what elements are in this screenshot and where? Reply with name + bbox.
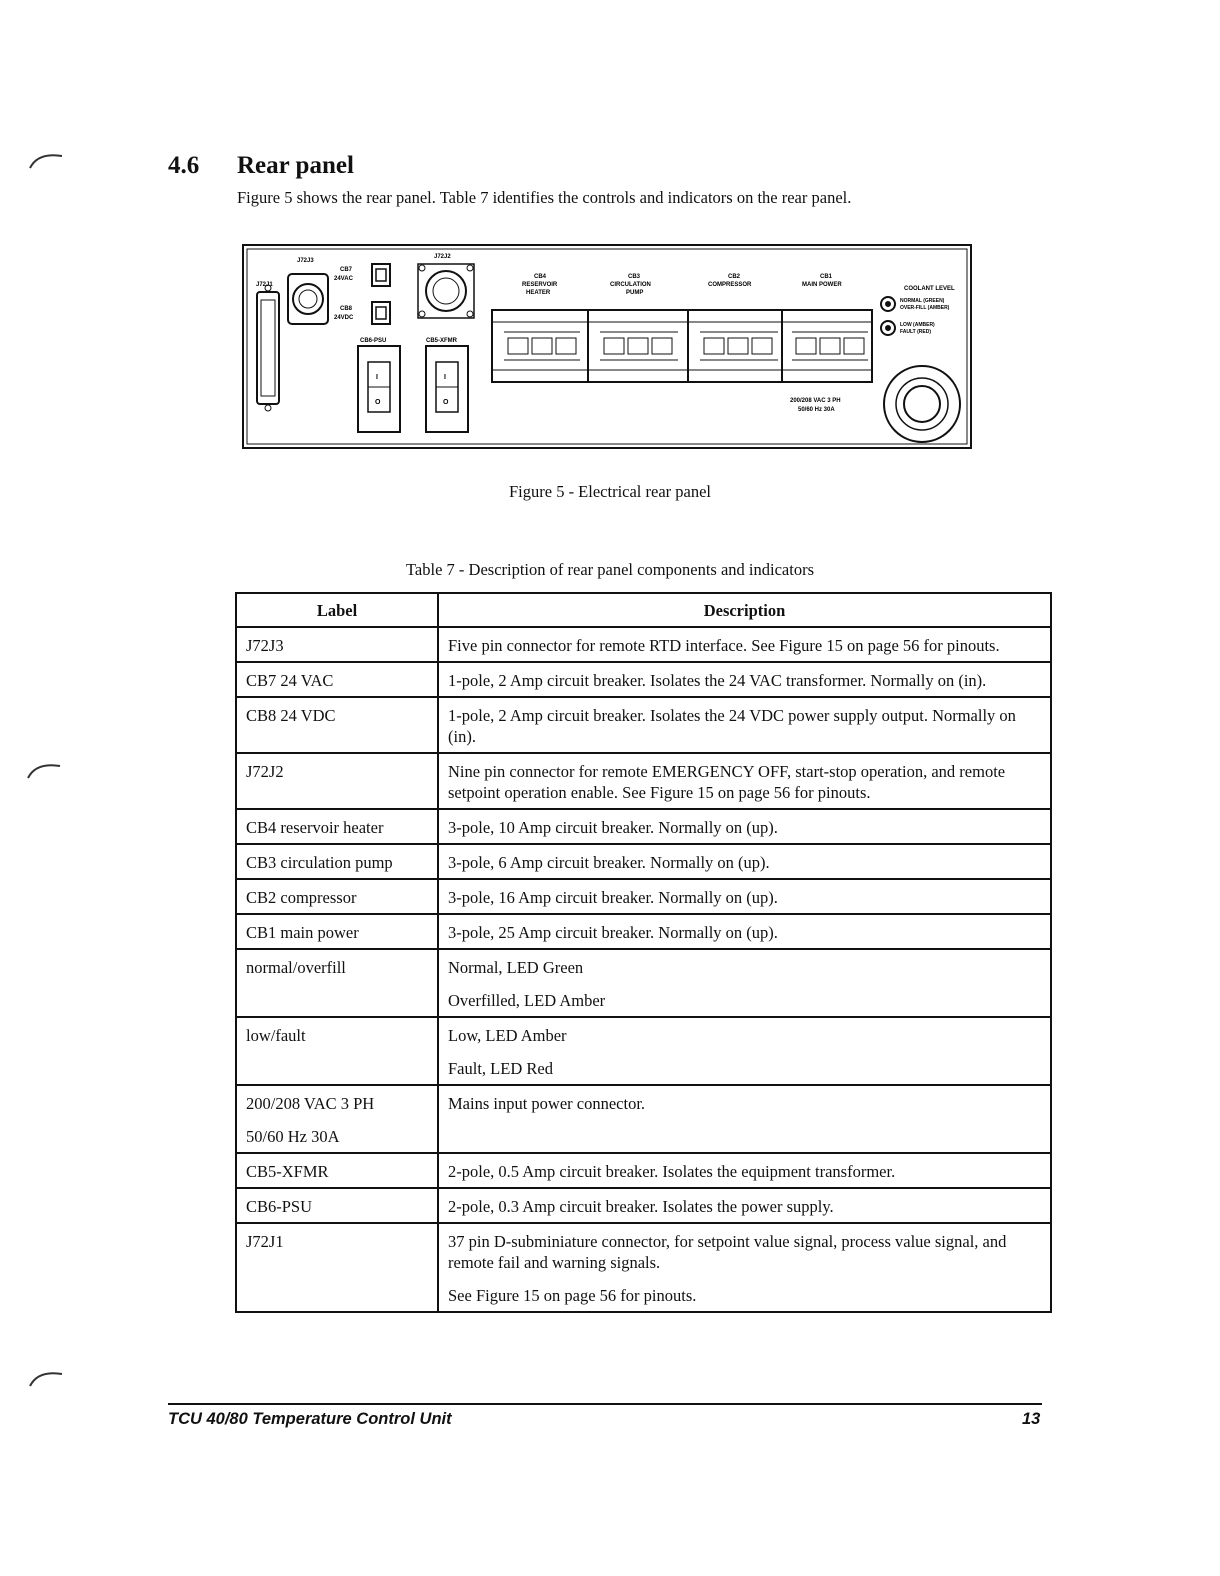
table-row [236, 949, 1051, 1017]
row-label [236, 1085, 438, 1153]
footer-document-title: TCU 40/80 Temperature Control Unit [168, 1410, 452, 1428]
row-description-text: Fault, LED Red [448, 1059, 553, 1078]
label-j72j1: J72J1 [256, 282, 273, 288]
label-cb8: CB8 [340, 306, 353, 312]
cb5-on-mark: I [444, 374, 446, 381]
j72j3-connector [288, 274, 328, 324]
cb7-breaker [372, 264, 390, 286]
row-label: J72J3 [236, 627, 438, 662]
row-description [438, 914, 1051, 949]
label-mains-line1: 200/208 VAC 3 PH [790, 398, 841, 404]
table-row [236, 697, 1051, 753]
intro-paragraph: Figure 5 shows the rear panel. Table 7 identifies the controls and indicators on the rear panel. [237, 188, 852, 207]
cb6-on-mark: I [376, 374, 378, 381]
row-label: J72J1 [236, 1223, 438, 1312]
row-description [438, 753, 1051, 809]
punch-mark-middle [26, 760, 62, 780]
row-description-text: 3-pole, 6 Amp circuit breaker. Normally on (up). [448, 853, 770, 872]
row-description-text: Overfilled, LED Amber [448, 991, 606, 1010]
row-label: CB1 main power [236, 914, 438, 949]
row-description [438, 1017, 1051, 1085]
row-label-line: 200/208 VAC 3 PH [246, 1094, 375, 1113]
label-led1-line1: NORMAL (GREEN) [900, 298, 945, 304]
label-j72j3: J72J3 [297, 258, 314, 264]
row-label: CB3 circulation pump [236, 844, 438, 879]
punch-mark-bottom [28, 1368, 64, 1388]
row-description-text: Mains input power connector. [448, 1094, 646, 1113]
label-cb3-line1: CIRCULATION [610, 282, 651, 288]
table-caption: Table 7 - Description of rear panel components and indicators [406, 560, 814, 579]
header-label: Label [236, 593, 438, 627]
section-title: Rear panel [237, 152, 354, 179]
label-cb1: CB1 [820, 274, 833, 280]
table-row [236, 1188, 1051, 1223]
label-cb1-line1: MAIN POWER [802, 282, 842, 288]
table-row [236, 662, 1051, 697]
table-row [236, 844, 1051, 879]
section-number: 4.6 [168, 152, 200, 179]
table-row [236, 1223, 1051, 1312]
label-cb3: CB3 [628, 274, 641, 280]
row-description-text: 3-pole, 10 Amp circuit breaker. Normally on (up). [448, 818, 778, 837]
row-description-text: See Figure 15 on page 56 for pinouts. [448, 1286, 697, 1305]
label-cb5: CB5-XFMR [426, 338, 457, 344]
row-description-text: 2-pole, 0.5 Amp circuit breaker. Isolates the equipment transformer. [448, 1162, 896, 1181]
mains-input-connector [884, 366, 960, 442]
table-header-row [236, 593, 1051, 627]
label-cb3-line2: PUMP [626, 290, 644, 296]
row-description-text: 1-pole, 2 Amp circuit breaker. Isolates the 24 VDC power supply output. Normally on (in). [448, 706, 1016, 746]
row-description-text: Low, LED Amber [448, 1026, 567, 1045]
row-description-text: 37 pin D-subminiature connector, for setpoint value signal, process value signal, and remote fail and warning signals. [448, 1232, 1007, 1272]
table-row [236, 753, 1051, 809]
row-description [438, 1188, 1051, 1223]
row-label: CB7 24 VAC [236, 662, 438, 697]
rear-panel-figure [242, 244, 972, 449]
label-cb4-line2: HEATER [526, 290, 551, 296]
footer-page-number: 13 [1022, 1410, 1041, 1428]
punch-mark-top [28, 150, 64, 170]
label-cb4: CB4 [534, 274, 547, 280]
row-label: J72J2 [236, 753, 438, 809]
table-row [236, 627, 1051, 662]
label-cb2-line1: COMPRESSOR [708, 282, 752, 288]
rear-panel-table [235, 592, 1052, 1313]
row-description [438, 1153, 1051, 1188]
label-mains-line2: 50/60 Hz 30A [798, 407, 835, 413]
footer-divider [168, 1403, 1042, 1405]
row-description [438, 1085, 1051, 1153]
header-description: Description [438, 593, 1051, 627]
table-row [236, 914, 1051, 949]
label-j72j2: J72J2 [434, 254, 451, 260]
cb8-breaker [372, 302, 390, 324]
row-label-line: 50/60 Hz 30A [246, 1127, 340, 1146]
row-description [438, 879, 1051, 914]
table-row [236, 1153, 1051, 1188]
j72j1-connector [257, 285, 279, 411]
label-cb7: CB7 [340, 267, 353, 273]
row-description [438, 662, 1051, 697]
row-description [438, 809, 1051, 844]
main-breaker-block [492, 310, 872, 382]
row-description [438, 697, 1051, 753]
label-led2-line1: LOW (AMBER) [900, 322, 935, 328]
cb5-off-mark: O [443, 399, 449, 406]
row-description-text: Normal, LED Green [448, 958, 584, 977]
label-cb4-line1: RESERVOIR [522, 282, 558, 288]
label-coolant-level: COOLANT LEVEL [904, 286, 955, 292]
row-label: low/fault [236, 1017, 438, 1085]
j72j2-connector [418, 264, 474, 318]
row-description [438, 627, 1051, 662]
cb6-switch [358, 346, 400, 432]
row-description [438, 1223, 1051, 1312]
row-description [438, 949, 1051, 1017]
row-description-text: 1-pole, 2 Amp circuit breaker. Isolates the 24 VAC transformer. Normally on (in). [448, 671, 987, 690]
row-label: CB2 compressor [236, 879, 438, 914]
label-cb6: CB6-PSU [360, 338, 387, 344]
row-description [438, 844, 1051, 879]
row-description-text: Five pin connector for remote RTD interface. See Figure 15 on page 56 for pinouts. [448, 636, 1000, 655]
label-cb2: CB2 [728, 274, 741, 280]
table-row [236, 809, 1051, 844]
row-label: CB4 reservoir heater [236, 809, 438, 844]
label-cb7-rating: 24VAC [334, 276, 353, 282]
label-led2-line2: FAULT (RED) [900, 329, 932, 335]
row-description-text: 2-pole, 0.3 Amp circuit breaker. Isolates the power supply. [448, 1197, 834, 1216]
row-label: CB5-XFMR [236, 1153, 438, 1188]
cb6-off-mark: O [375, 399, 381, 406]
label-cb8-rating: 24VDC [334, 315, 354, 321]
row-label: CB6-PSU [236, 1188, 438, 1223]
row-label: CB8 24 VDC [236, 697, 438, 753]
row-description-text: Nine pin connector for remote EMERGENCY OFF, start-stop operation, and remote setpoint operation enable. See Figure 15 on page 56 for pinouts. [448, 762, 1006, 802]
table-row [236, 879, 1051, 914]
figure-caption: Figure 5 - Electrical rear panel [508, 482, 712, 501]
row-description-text: 3-pole, 16 Amp circuit breaker. Normally on (up). [448, 888, 778, 907]
cb5-switch [426, 346, 468, 432]
table-row [236, 1085, 1051, 1153]
table-row [236, 1017, 1051, 1085]
row-label: normal/overfill [236, 949, 438, 1017]
label-led1-line2: OVER-FILL (AMBER) [900, 305, 950, 311]
row-description-text: 3-pole, 25 Amp circuit breaker. Normally on (up). [448, 923, 778, 942]
